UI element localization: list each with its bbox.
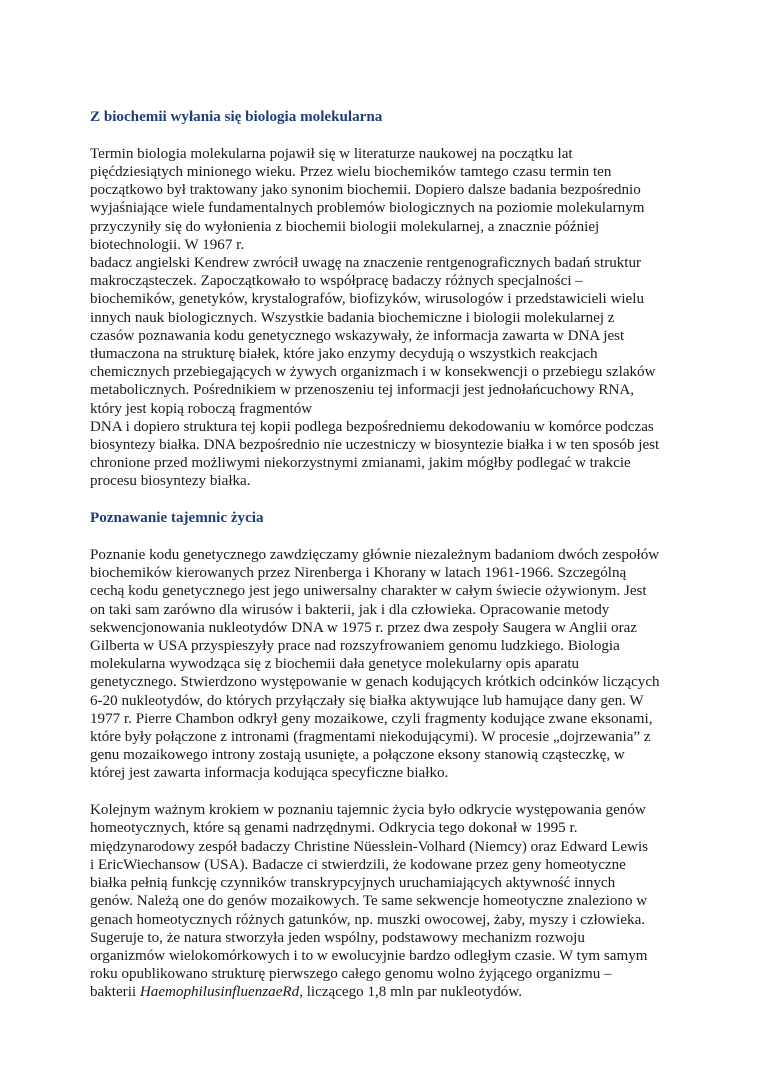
text-line: biosyntezy białka. DNA bezpośrednio nie uczestniczy w biosyntezie białka i w ten sposób jest: [90, 437, 660, 454]
text-line: cechą kodu genetycznego jest jego uniwersalny charakter w całym świecie ożywionym. Jest: [90, 583, 647, 600]
text-line: czasów poznawania kodu genetycznego wskazywały, że informacja zawarta w DNA jest: [90, 327, 625, 344]
text-line-suffix: , liczącego 1,8 mln par nukleotydów.: [299, 984, 523, 1001]
text-line: chemicznych przebiegających w żywych organizmach i w konsekwencji o przebiegu szlaków: [90, 364, 656, 381]
section-heading-secrets-of-life: Poznawanie tajemnic życia: [90, 510, 264, 527]
text-line: wyjaśniające wiele fundamentalnych problemów biologicznych na poziomie molekularnym: [90, 200, 645, 217]
text-line: 1977 r. Pierre Chambon odkrył geny mozaikowe, czyli fragmenty kodujące zwane eksonami,: [90, 710, 653, 727]
text-line: której jest zawarta informacja kodująca specyficzne białko.: [90, 765, 449, 782]
text-line: Gilberta w USA przyspieszyły prace nad rozszyfrowaniem genomu ludzkiego. Biologia: [90, 638, 620, 655]
text-line: on taki sam zarówno dla wirusów i bakterii, jak i dla człowieka. Opracowanie metody: [90, 601, 610, 618]
text-line: międzynarodowy zespół badaczy Christine Nüesslein-Volhard (Niemcy) oraz Edward Lewis: [90, 838, 649, 855]
text-line: sekwencjonowania nukleotydów DNA w 1975 r. przez dwa zespoły Saugera w Anglii oraz: [90, 619, 638, 636]
text-line: [90, 983, 680, 1001]
paragraph-molecular-biology: [90, 145, 680, 491]
text-line: Sugeruje to, że natura stworzyła jeden wspólny, podstawowy mechanizm rozwoju: [90, 929, 585, 946]
text-line: tłumaczona na strukturę białek, które jako enzymy decydują o wszystkich reakcjach: [90, 346, 598, 363]
text-line: Termin biologia molekularna pojawił się w literaturze naukowej na początku lat: [90, 145, 573, 162]
text-line: genów. Należą one do genów mozaikowych. Te same sekwencje homeotyczne znaleziono w: [90, 893, 648, 910]
text-line: organizmów wielokomórkowych i to w ewolucyjnie bardzo odległym czasie. W tym samym: [90, 947, 648, 964]
text-line: które były połączone z intronami (fragmentami niekodującymi). W procesie „dojrzewania” z: [90, 729, 651, 746]
text-line: 6-20 nukleotydów, do których przyłączały się białka aktywujące lub hamujące dany gen. W: [90, 692, 644, 709]
text-line: metabolicznych. Pośrednikiem w przenoszeniu tej informacji jest jednołańcuchowy RNA,: [90, 382, 635, 399]
text-line: biochemików, genetyków, krystalografów, biofizyków, wirusologów i przedstawicieli wielu: [90, 291, 645, 308]
text-line: białka pełnią funkcję czynników transkrypcyjnych uruchamiających aktywność innych: [90, 875, 616, 892]
text-line: który jest kopią roboczą fragmentów: [90, 400, 313, 417]
text-line: makrocząsteczek. Zapoczątkowało to współpracę badaczy różnych specjalności –: [90, 273, 583, 290]
text-line: roku opublikowano strukturę pierwszego całego genomu wolno żyjącego organizmu –: [90, 966, 612, 983]
text-line: genach homeotycznych różnych gatunków, np. muszki owocowej, żaby, myszy i człowieka.: [90, 911, 646, 928]
species-name: HaemophilusinfluenzaeRd: [139, 984, 300, 1001]
text-line: procesu biosyntezy białka.: [90, 473, 251, 490]
text-line: przyczyniły się do wyłonienia z biochemii biologii molekularnej, a znacznie później: [90, 218, 600, 235]
text-line: początkowo był traktowany jako synonim biochemii. Dopiero dalsze badania bezpośrednio: [90, 182, 641, 199]
text-line: genu mozaikowego introny zostają usunięte, a połączone eksony stanowią cząsteczkę, w: [90, 747, 625, 764]
text-line: badacz angielski Kendrew zwrócił uwagę na znaczenie rentgenograficznych badań struktur: [90, 255, 642, 272]
text-line: biotechnologii. W 1967 r.: [90, 236, 245, 253]
paragraph-homeotic-genes: [90, 801, 680, 983]
text-line: Poznanie kodu genetycznego zawdzięczamy głównie niezależnym badaniom dwóch zespołów: [90, 547, 660, 564]
text-line: biochemików kierowanych przez Nirenberga i Khorany w latach 1961-1966. Szczególną: [90, 565, 627, 582]
text-line: Kolejnym ważnym krokiem w poznaniu tajemnic życia było odkrycie występowania genów: [90, 802, 646, 819]
text-line: innych nauk biologicznych. Wszystkie badania biochemiczne i biologii molekularnej z: [90, 309, 615, 326]
text-line: pięćdziesiątych minionego wieku. Przez wielu biochemików tamtego czasu termin ten: [90, 164, 612, 180]
text-line: DNA i dopiero struktura tej kopii podlega bezpośredniemu dekodowaniu w komórce podczas: [90, 418, 654, 435]
text-line-prefix: bakterii: [90, 984, 140, 1001]
text-line: i EricWiechansow (USA). Badacze ci stwierdzili, że kodowane przez geny homeotyczne: [90, 856, 626, 873]
text-line: genetycznego. Stwierdzono występowanie w genach kodujących krótkich odcinków liczących: [90, 674, 660, 691]
document-body: [90, 108, 680, 1002]
text-line: molekularna wywodząca się z biochemii dała genetyce molekularny opis aparatu: [90, 656, 580, 673]
section-heading-biochemistry: Z biochemii wyłania się biologia molekularna: [90, 109, 383, 125]
text-line: chronione przed możliwymi niekorzystnymi zmianami, jakim mógłby podlegać w trakcie: [90, 455, 631, 472]
paragraph-genetic-code: [90, 546, 680, 783]
text-line: homeotycznych, które są genami nadrzędnymi. Odkrycia tego dokonał w 1995 r.: [90, 820, 578, 837]
